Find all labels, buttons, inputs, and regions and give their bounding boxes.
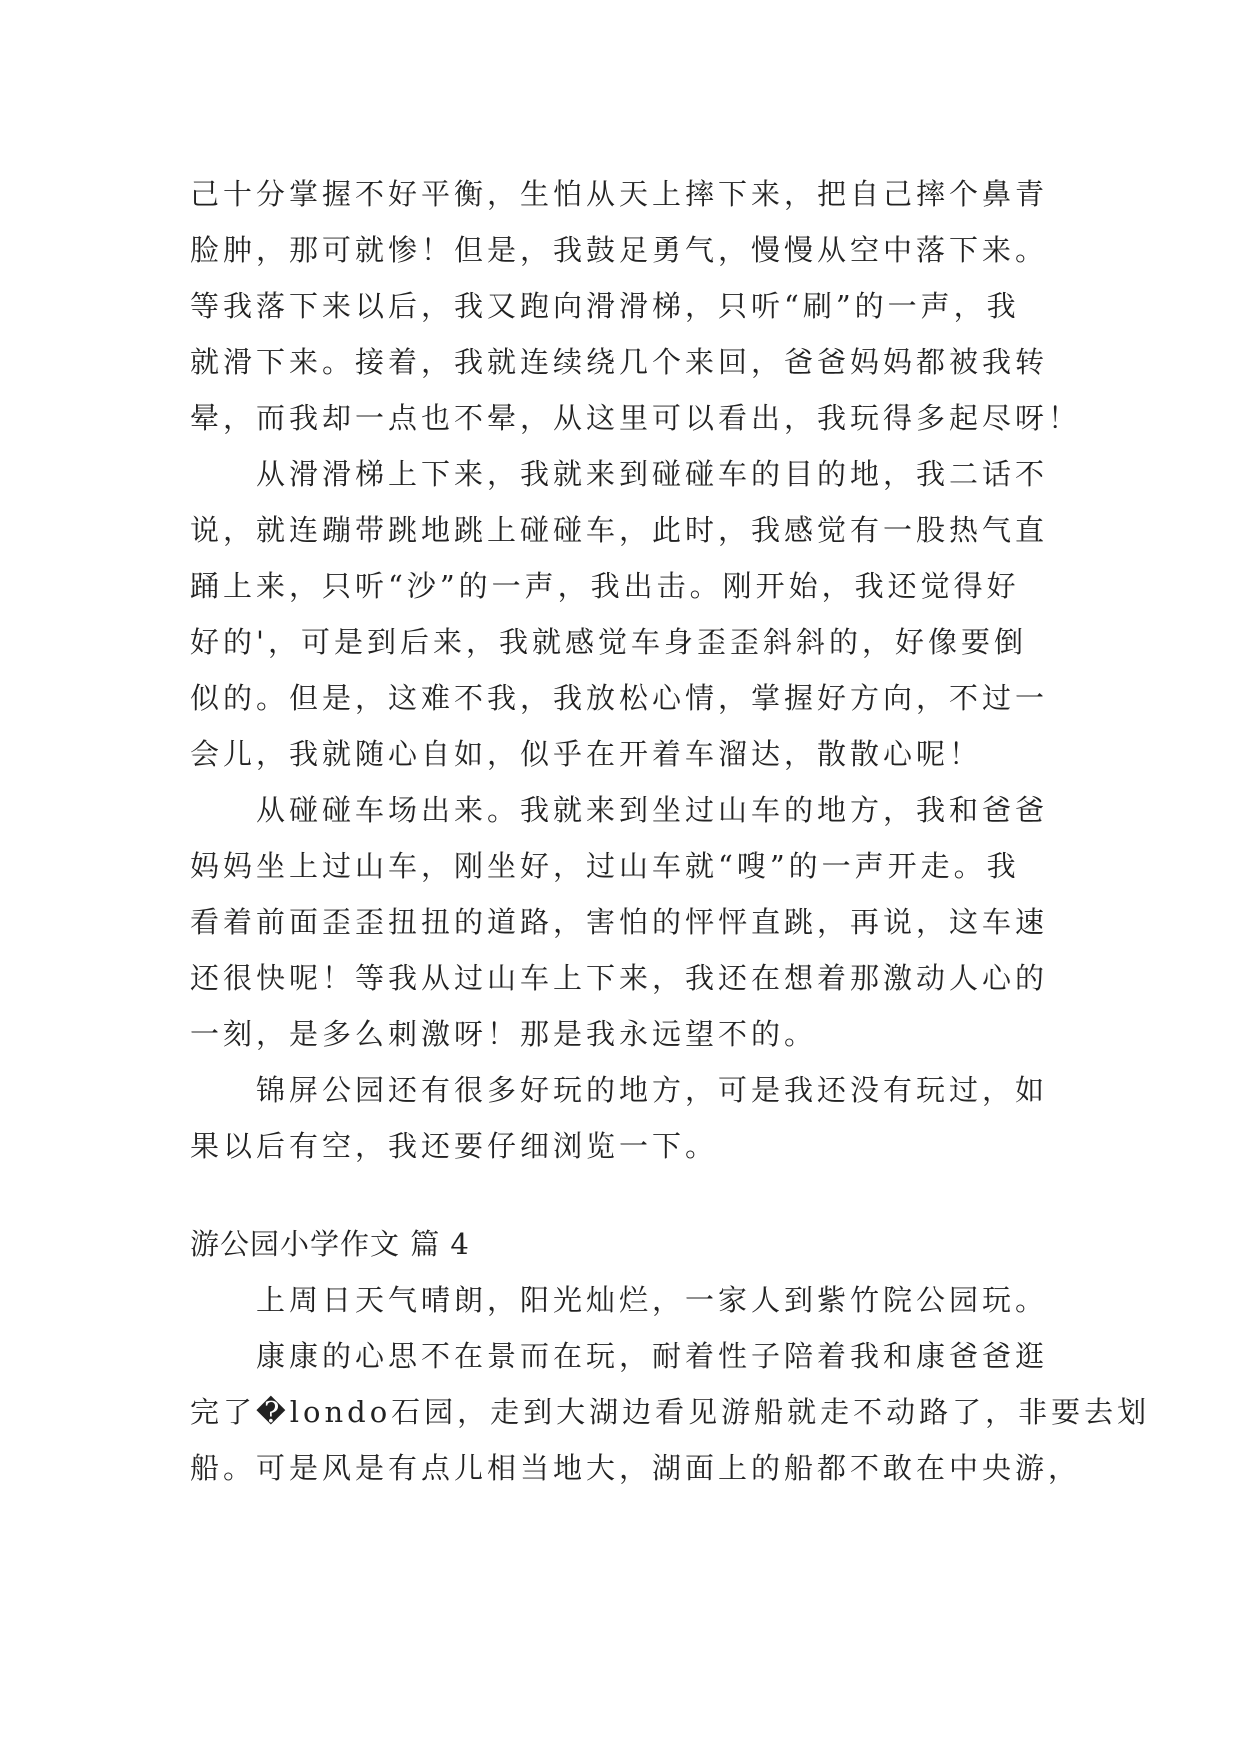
text-line: 果以后有空，我还要仔细浏览一下。 bbox=[190, 1129, 719, 1163]
text-line: 完了�londo石园，走到大湖边看见游船就走不动路了，非要去划 bbox=[190, 1395, 1151, 1429]
text-line: 看着前面歪歪扭扭的道路，害怕的怦怦直跳，再说，这车速 bbox=[190, 905, 1049, 939]
text-line: 一刻，是多么刺激呀！那是我永远望不的。 bbox=[190, 1017, 818, 1051]
text-line: 好的'，可是到后来，我就感觉车身歪歪斜斜的，好像要倒 bbox=[190, 625, 1027, 659]
paragraph-start-line: 康康的心思不在景而在玩，耐着性子陪着我和康爸爸逛 bbox=[256, 1339, 1049, 1373]
section-heading: 游公园小学作文 篇 4 bbox=[190, 1227, 470, 1261]
text-line: 妈妈坐上过山车，刚坐好，过山车就“嗖”的一声开走。我 bbox=[190, 849, 1020, 883]
text-line: 己十分掌握不好平衡，生怕从天上摔下来，把自己摔个鼻青 bbox=[190, 177, 1049, 211]
text-line: 脸肿，那可就惨！但是，我鼓足勇气，慢慢从空中落下来。 bbox=[190, 233, 1049, 267]
text-line: 就滑下来。接着，我就连续绕几个来回，爸爸妈妈都被我转 bbox=[190, 345, 1049, 379]
text-line: 晕，而我却一点也不晕，从这里可以看出，我玩得多起尽呀！ bbox=[190, 401, 1082, 435]
text-line: 还很快呢！等我从过山车上下来，我还在想着那激动人心的 bbox=[190, 961, 1049, 995]
text-line: 说，就连蹦带跳地跳上碰碰车，此时，我感觉有一股热气直 bbox=[190, 513, 1049, 547]
text-line: 会儿，我就随心自如，似乎在开着车溜达，散散心呢！ bbox=[190, 737, 983, 771]
text-line: 踊上来，只听“沙”的一声，我出击。刚开始，我还觉得好 bbox=[190, 569, 1020, 603]
paragraph-start-line: 锦屏公园还有很多好玩的地方，可是我还没有玩过，如 bbox=[256, 1073, 1049, 1107]
paragraph-start-line: 从滑滑梯上下来，我就来到碰碰车的目的地，我二话不 bbox=[256, 457, 1049, 491]
text-line: 似的。但是，这难不我，我放松心情，掌握好方向，不过一 bbox=[190, 681, 1049, 715]
text-line: 等我落下来以后，我又跑向滑滑梯，只听“刷”的一声，我 bbox=[190, 289, 1020, 323]
paragraph-start-line: 上周日天气晴朗，阳光灿烂，一家人到紫竹院公园玩。 bbox=[256, 1283, 1049, 1317]
paragraph-start-line: 从碰碰车场出来。我就来到坐过山车的地方，我和爸爸 bbox=[256, 793, 1049, 827]
text-line: 船。可是风是有点儿相当地大，湖面上的船都不敢在中央游， bbox=[190, 1451, 1082, 1485]
